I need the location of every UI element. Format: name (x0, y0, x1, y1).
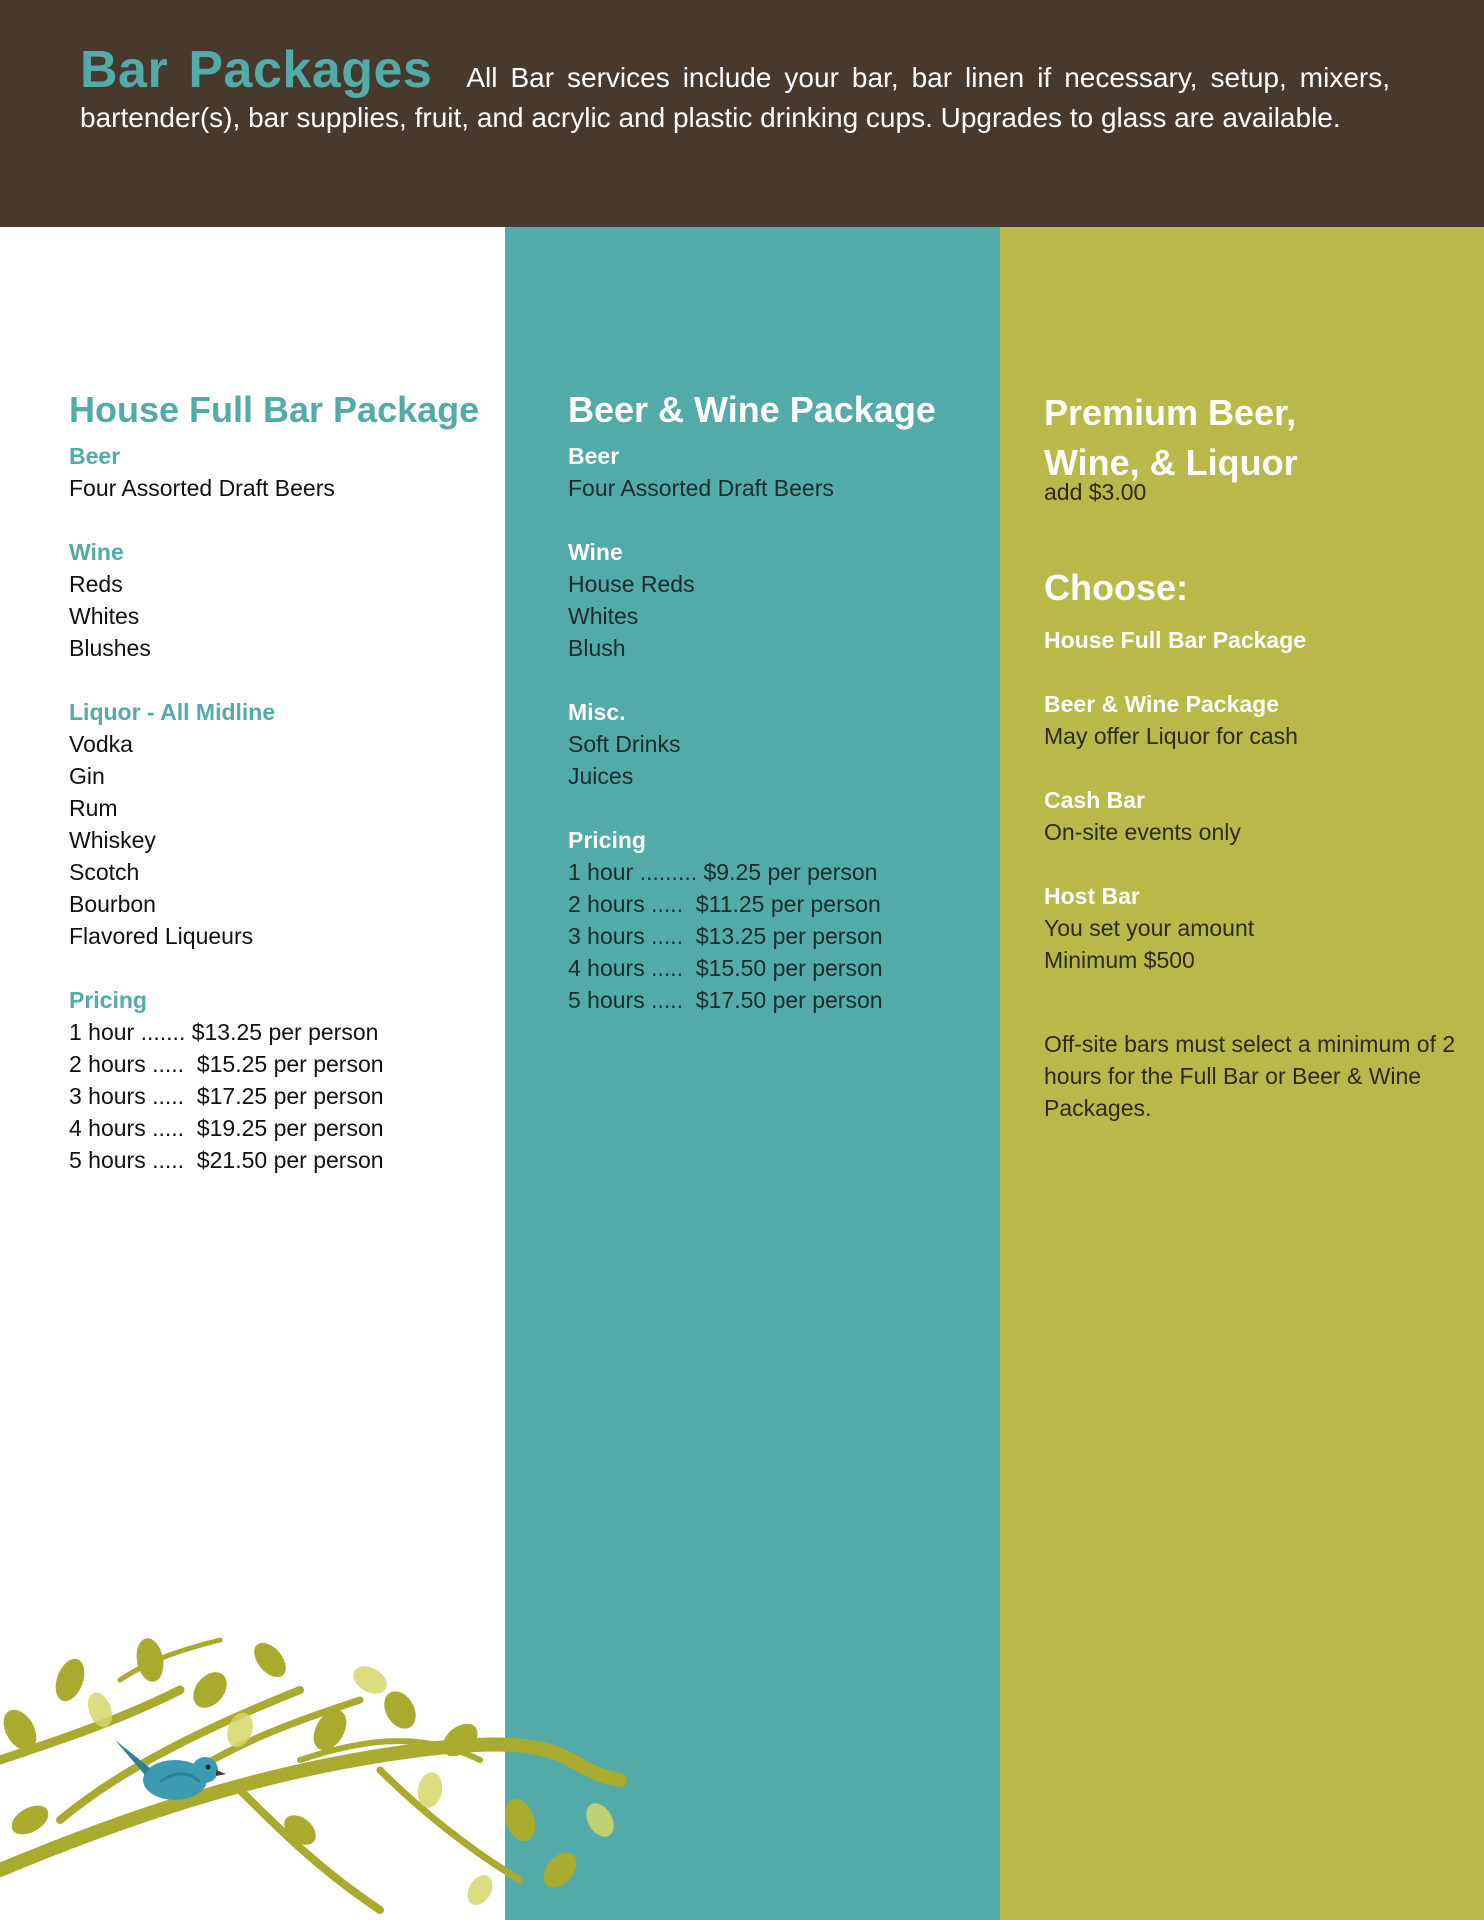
option-house-full-bar: House Full Bar Package (1044, 627, 1307, 653)
house-liquor-item: Gin (69, 763, 105, 789)
option-host-bar-note: You set your amount (1044, 915, 1255, 941)
header-text (80, 41, 1390, 138)
beer-wine-wine-item: Whites (568, 603, 639, 629)
header-band (0, 0, 1484, 227)
house-price-row: 4 hours ..... $19.25 per person (69, 1115, 384, 1141)
beer-wine-price-row: 4 hours ..... $15.50 per person (568, 955, 883, 981)
house-liquor-heading: Liquor - All Midline (69, 699, 276, 725)
house-liquor-item: Vodka (69, 731, 133, 757)
premium-package (1044, 388, 1464, 1124)
house-price-row: 1 hour ....... $13.25 per person (69, 1019, 379, 1045)
beer-wine-misc-heading: Misc. (568, 699, 626, 725)
page-title: Bar Packages (80, 41, 433, 99)
offsite-note: Off-site bars must select a minimum of 2 hours for the Full Bar or Beer & Wine Packages. (1044, 1031, 1456, 1121)
beer-wine-price-row: 2 hours ..... $11.25 per person (568, 891, 881, 917)
option-beer-wine-note: May offer Liquor for cash (1044, 723, 1298, 749)
beer-wine-package (568, 386, 988, 1016)
beer-wine-price-row: 1 hour ......... $9.25 per person (568, 859, 878, 885)
house-liquor-item: Rum (69, 795, 118, 821)
house-wine-item: Reds (69, 571, 123, 597)
beer-wine-beer-heading: Beer (568, 443, 620, 469)
house-price-row: 3 hours ..... $17.25 per person (69, 1083, 384, 1109)
house-beer-heading: Beer (69, 443, 121, 469)
option-host-bar: Host Bar (1044, 883, 1140, 909)
beer-wine-wine-item: Blush (568, 635, 626, 661)
house-wine-item: Blushes (69, 635, 151, 661)
option-cash-bar-note: On-site events only (1044, 819, 1241, 845)
house-price-row: 2 hours ..... $15.25 per person (69, 1051, 384, 1077)
house-liquor-item: Scotch (69, 859, 140, 885)
header-intro: All Bar services include your bar, bar linen if necessary, setup, mixers, bartender(s), bar supplies, fruit, and acrylic and plastic drinking cups. Upgrades to glass are available. (80, 62, 1390, 133)
beer-wine-package-title: Beer & Wine Package (568, 389, 936, 430)
house-package-title: House Full Bar Package (69, 389, 480, 430)
premium-title-line2: Wine, & Liquor (1044, 442, 1298, 483)
house-pricing-heading: Pricing (69, 987, 147, 1013)
option-host-bar-minimum: Minimum $500 (1044, 947, 1195, 973)
house-wine-heading: Wine (69, 539, 124, 565)
beer-wine-price-row: 5 hours ..... $17.50 per person (568, 987, 883, 1013)
house-package (69, 386, 489, 1176)
option-beer-wine: Beer & Wine Package (1044, 691, 1280, 717)
beer-wine-misc-item: Juices (568, 763, 634, 789)
option-cash-bar: Cash Bar (1044, 787, 1145, 813)
choose-title: Choose: (1044, 567, 1188, 608)
house-liquor-item: Flavored Liqueurs (69, 923, 254, 949)
house-liquor-item: Bourbon (69, 891, 156, 917)
house-liquor-item: Whiskey (69, 827, 156, 853)
house-price-row: 5 hours ..... $21.50 per person (69, 1147, 384, 1173)
beer-wine-wine-item: House Reds (568, 571, 695, 597)
premium-title-line1: Premium Beer, (1044, 392, 1297, 433)
branch-with-bird-illustration (0, 1620, 640, 1920)
beer-wine-price-row: 3 hours ..... $13.25 per person (568, 923, 883, 949)
beer-wine-pricing-heading: Pricing (568, 827, 646, 853)
beer-wine-wine-heading: Wine (568, 539, 623, 565)
house-beer-item: Four Assorted Draft Beers (69, 475, 335, 501)
house-wine-item: Whites (69, 603, 140, 629)
premium-price: add $3.00 (1044, 479, 1147, 505)
beer-wine-beer-item: Four Assorted Draft Beers (568, 475, 834, 501)
beer-wine-misc-item: Soft Drinks (568, 731, 681, 757)
